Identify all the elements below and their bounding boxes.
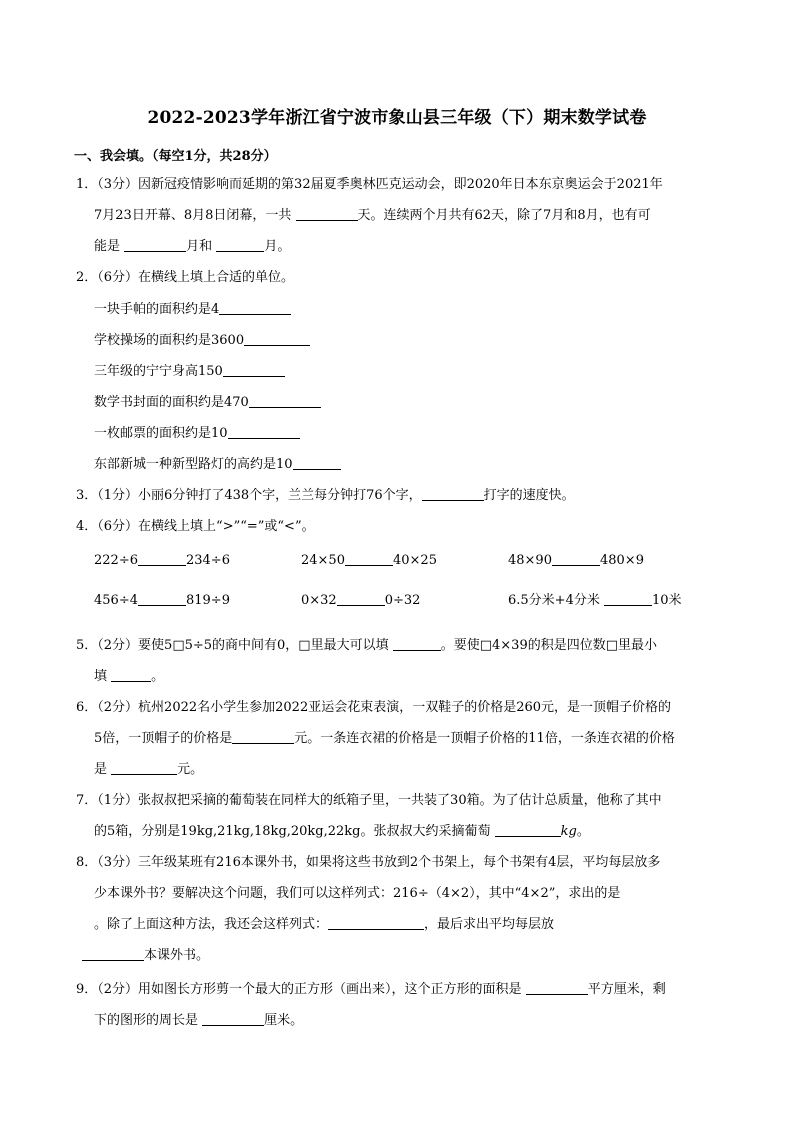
q8-line2: 少本课外书？要解决这个问题，我们可以这样列式：216÷（4×2），其中“4×2”，求出的是: [94, 886, 621, 901]
q1-blank-month1[interactable]: [124, 237, 186, 252]
q2-blank[interactable]: [293, 455, 341, 470]
q7-line2: [94, 822, 590, 842]
q8-blank-formula[interactable]: [328, 915, 424, 930]
q4-blank[interactable]: [138, 591, 186, 606]
q4-right: 40×25: [392, 553, 437, 568]
q2-blank[interactable]: [219, 300, 291, 315]
q1-text: 月和: [186, 239, 213, 254]
q3-text: 打字的速度快。: [483, 488, 575, 503]
q4-left: 0×32: [301, 593, 337, 608]
q5-line2: [94, 667, 164, 687]
q6-line2: [94, 729, 675, 749]
q5-text: 。要使□4×39的积是四位数□里最小: [440, 638, 658, 653]
q5-blank-max[interactable]: [393, 636, 441, 651]
q2-item-text: 数学书封面的面积约是470: [94, 395, 249, 410]
q6-text: 元。: [177, 762, 204, 777]
q2-item-text: 一枚邮票的面积约是10: [94, 426, 228, 441]
q2-blank[interactable]: [244, 331, 310, 346]
q1-text: 天。连续两个月共有62天，除了7月和8月，也有可: [357, 208, 651, 223]
q6-line3: [94, 760, 203, 780]
q8-text: 本课外书。: [144, 948, 210, 963]
q4-compare: [508, 551, 644, 571]
q2-item-text: 东部新城一种新型路灯的高约是10: [94, 457, 293, 472]
q4-right: 234÷6: [185, 553, 230, 568]
q9-text: 9．（2分）用如图长方形剪一个最大的正方形（画出来），这个正方形的面积是: [76, 982, 522, 997]
q4-compare: [94, 551, 230, 571]
q7-text: 的5箱，分别是19kg,21kg,18kg,20kg,22kg。张叔叔大约采摘葡萄: [94, 824, 491, 839]
q8-text: ，最后求出平均每层放: [424, 917, 555, 932]
q8-line3: [94, 915, 554, 935]
q4-blank[interactable]: [552, 551, 600, 566]
q4-right: 480×9: [599, 553, 644, 568]
q2-blank[interactable]: [223, 362, 285, 377]
q6-blank-dress[interactable]: [111, 760, 177, 775]
q4-left: 48×90: [508, 553, 552, 568]
q4-compare: [301, 551, 437, 571]
q1-line3: [94, 237, 290, 257]
q9-blank-perimeter[interactable]: [202, 1011, 264, 1026]
q1-line1: 1．（3分）因新冠疫情影响而延期的第32届夏季奥林匹克运动会，即2020年日本东京奥运会于2021年: [76, 177, 663, 192]
q4-blank[interactable]: [337, 591, 385, 606]
q6-text: 5倍，一顶帽子的价格是: [94, 731, 233, 746]
q3-blank[interactable]: [422, 486, 484, 501]
q2-blank[interactable]: [228, 424, 300, 439]
q7-unit: kg: [560, 824, 577, 839]
q4-compare: [94, 591, 230, 611]
q5-text: 填: [94, 669, 108, 684]
q1-blank-days[interactable]: [296, 206, 358, 221]
q3-line: [76, 486, 575, 506]
q4-right: 0÷32: [384, 593, 421, 608]
q9-line2: [94, 1011, 303, 1031]
q5-text: 。: [151, 669, 165, 684]
q2-item: [94, 331, 310, 351]
q6-text: 元。一条连衣裙的价格是一顶帽子价格的11倍，一条连衣裙的价格: [294, 731, 675, 746]
q9-line1: [76, 980, 666, 1000]
q8-line4: [82, 946, 209, 966]
q8-line1: 8．（3分）三年级某班有216本课外书，如果将这些书放到2个书架上，每个书架有4层，平均每层放多: [76, 855, 661, 870]
q4-compare: [301, 591, 420, 611]
q2-item: [94, 455, 341, 475]
q9-text: 下的图形的周长是: [94, 1013, 199, 1028]
q2-item: [94, 424, 300, 444]
page-title: 2022-2023学年浙江省宁波市象山县三年级（下）期末数学试卷: [147, 108, 647, 128]
q1-text: 月。: [264, 239, 291, 254]
q4-blank[interactable]: [345, 551, 393, 566]
q9-text: 厘米。: [264, 1013, 304, 1028]
q6-line1: 6．（2分）杭州2022名小学生参加2022亚运会花束表演，一双鞋子的价格是260元，是一顶帽子价格的: [76, 700, 672, 715]
q1-line2: [94, 206, 651, 226]
q1-blank-month2[interactable]: [216, 237, 264, 252]
q4-blank[interactable]: [138, 551, 186, 566]
q2-blank[interactable]: [249, 393, 321, 408]
q2-item: [94, 393, 321, 413]
q8-blank-books[interactable]: [82, 946, 144, 961]
q2-item-text: 一块手帕的面积约是4: [94, 302, 220, 317]
q3-text: 3．（1分）小丽6分钟打了438个字，兰兰每分钟打76个字，: [76, 488, 422, 503]
q4-right: 10米: [651, 593, 682, 608]
q4-left: 6.5分米+4分米: [508, 593, 600, 608]
q9-text: 平方厘米，剩: [587, 982, 666, 997]
q7-line1: 7．（1分）张叔叔把采摘的葡萄装在同样大的纸箱子里，一共装了30箱。为了估计总质量，他称了其中: [76, 793, 662, 808]
q6-text: 是: [94, 762, 108, 777]
q6-blank-hat[interactable]: [232, 729, 294, 744]
q1-text: 能是: [94, 239, 121, 254]
q4-compare: [508, 591, 682, 611]
q2-item-text: 三年级的宁宁身高150: [94, 364, 223, 379]
q4-left: 24×50: [301, 553, 345, 568]
q5-blank-min[interactable]: [111, 667, 151, 682]
q4-left: 456÷4: [94, 593, 138, 608]
q9-blank-area[interactable]: [526, 980, 588, 995]
q2-item: [94, 362, 285, 382]
q4-blank[interactable]: [604, 591, 652, 606]
q4-heading: 4．（6分）在横线上填上“>”“=”或“<”。: [76, 519, 315, 534]
q4-left: 222÷6: [94, 553, 138, 568]
q2-item-text: 学校操场的面积约是3600: [94, 333, 245, 348]
q8-text: 。除了上面这种方法，我还会这样列式：: [94, 917, 329, 932]
q5-text: 5．（2分）要使5□5÷5的商中间有0，□里最大可以填: [76, 638, 389, 653]
q7-blank[interactable]: [495, 822, 561, 837]
q1-text: 7月23日开幕、8月8日闭幕，一共: [94, 208, 292, 223]
section-heading-fill-in: 一、我会填。（每空1分，共28分）: [74, 149, 277, 164]
q2-item: [94, 300, 291, 320]
q5-line1: [76, 636, 657, 656]
q7-text: 。: [576, 824, 590, 839]
q2-heading: 2．（6分）在横线上填上合适的单位。: [76, 270, 295, 285]
q4-right: 819÷9: [185, 593, 230, 608]
